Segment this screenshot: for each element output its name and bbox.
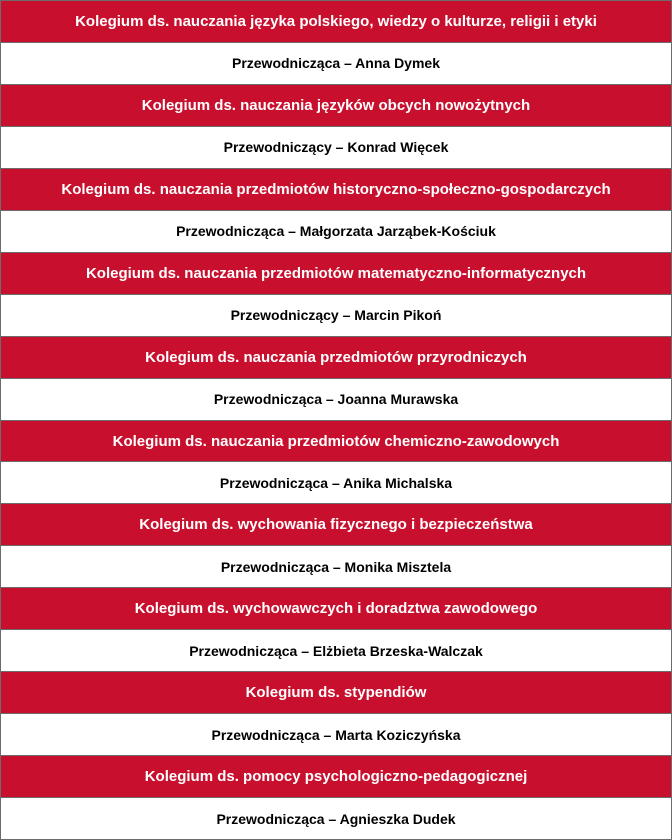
college-title-row: Kolegium ds. nauczania języka polskiego, wiedzy o kulturze, religii i etyki <box>1 1 671 43</box>
college-chair-row: Przewodnicząca – Agnieszka Dudek <box>1 798 671 839</box>
college-chair-row: Przewodnicząca – Monika Misztela <box>1 546 671 588</box>
college-title-row: Kolegium ds. stypendiów <box>1 672 671 714</box>
college-title-row: Kolegium ds. nauczania przedmiotów chemiczno-zawodowych <box>1 421 671 463</box>
college-title-row: Kolegium ds. nauczania języków obcych nowożytnych <box>1 85 671 127</box>
college-chair-row: Przewodnicząca – Elżbieta Brzeska-Walczak <box>1 630 671 672</box>
college-title-row: Kolegium ds. nauczania przedmiotów historyczno-społeczno-gospodarczych <box>1 169 671 211</box>
college-chair-row: Przewodnicząca – Marta Koziczyńska <box>1 714 671 756</box>
college-chair-row: Przewodnicząca – Anika Michalska <box>1 462 671 504</box>
college-chair-row: Przewodniczący – Marcin Pikoń <box>1 295 671 337</box>
college-title-row: Kolegium ds. wychowania fizycznego i bezpieczeństwa <box>1 504 671 546</box>
college-chair-row: Przewodnicząca – Małgorzata Jarząbek-Kościuk <box>1 211 671 253</box>
college-chair-row: Przewodnicząca – Anna Dymek <box>1 43 671 85</box>
college-title-row: Kolegium ds. wychowawczych i doradztwa zawodowego <box>1 588 671 630</box>
college-title-row: Kolegium ds. nauczania przedmiotów przyrodniczych <box>1 337 671 379</box>
college-title-row: Kolegium ds. pomocy psychologiczno-pedagogicznej <box>1 756 671 798</box>
college-chair-row: Przewodnicząca – Joanna Murawska <box>1 379 671 421</box>
college-title-row: Kolegium ds. nauczania przedmiotów matematyczno-informatycznych <box>1 253 671 295</box>
college-chair-row: Przewodniczący – Konrad Więcek <box>1 127 671 169</box>
